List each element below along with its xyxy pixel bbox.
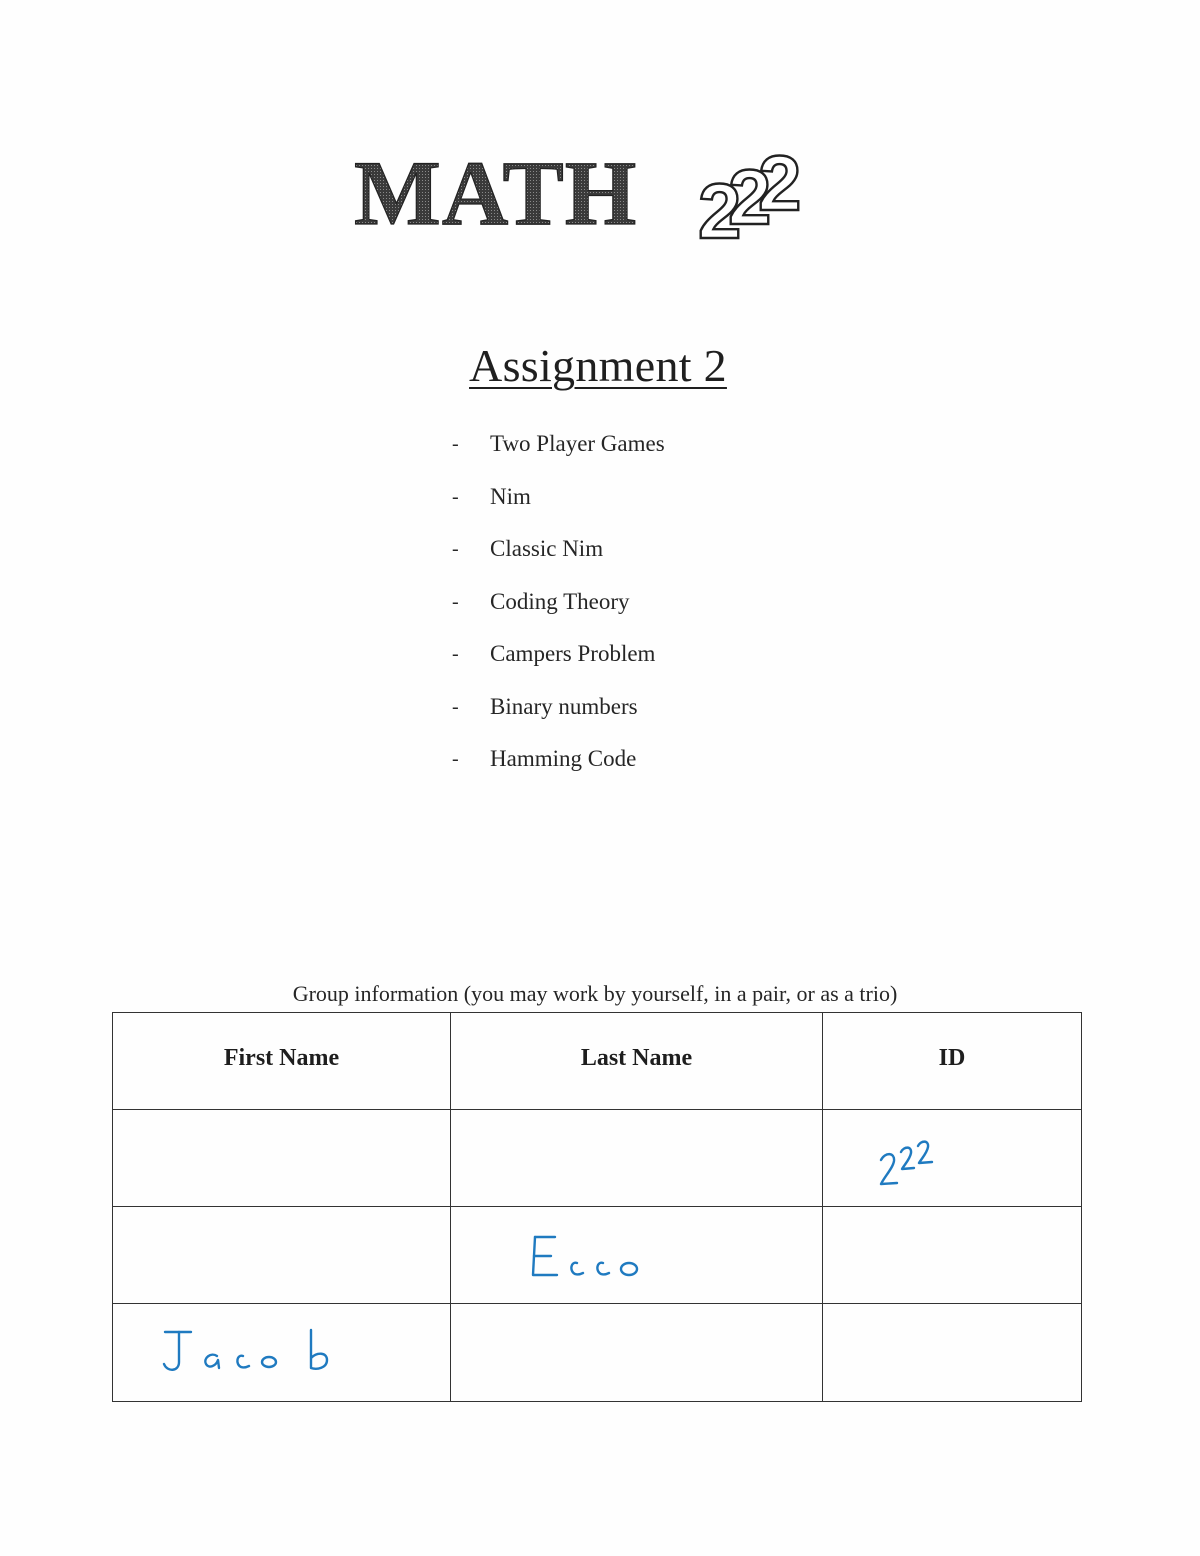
svg-text:2: 2 bbox=[758, 139, 802, 227]
svg-text:2: 2 bbox=[698, 167, 742, 248]
list-item: - Binary numbers bbox=[452, 693, 638, 719]
cell-row3-first-name[interactable] bbox=[113, 1304, 451, 1401]
cell-row2-id[interactable] bbox=[823, 1207, 1081, 1304]
handwritten-first-name-jacob bbox=[161, 1326, 341, 1376]
header-id: ID bbox=[823, 1013, 1081, 1110]
logo-number-222 bbox=[698, 139, 801, 248]
header-first-name: First Name bbox=[113, 1013, 451, 1110]
list-item: - Classic Nim bbox=[452, 536, 604, 562]
cell-row3-last-name[interactable] bbox=[451, 1304, 823, 1401]
list-item: - Two Player Games bbox=[452, 431, 665, 457]
list-item: - Coding Theory bbox=[452, 588, 630, 614]
group-table bbox=[112, 1012, 1082, 1402]
svg-text:Ecco: Ecco bbox=[527, 1231, 529, 1232]
cell-row3-id[interactable] bbox=[823, 1304, 1081, 1401]
group-information-caption: Group information (you may work by yourself, in a pair, or as a trio) bbox=[292, 981, 898, 1006]
handwritten-id-222 bbox=[875, 1134, 945, 1194]
cell-row2-first-name[interactable] bbox=[113, 1207, 451, 1304]
svg-text:2: 2 bbox=[728, 153, 772, 241]
math-222-logo bbox=[350, 138, 840, 248]
list-item: - Campers Problem bbox=[452, 641, 656, 667]
list-item: - Hamming Code bbox=[452, 746, 637, 772]
logo-math-text: MATH bbox=[354, 142, 638, 244]
svg-text:Jacob: Jacob bbox=[161, 1326, 164, 1327]
cell-row1-last-name[interactable] bbox=[451, 1110, 823, 1207]
header-last-name: Last Name bbox=[451, 1013, 823, 1110]
list-item: - Nim bbox=[452, 483, 531, 509]
cell-row1-first-name[interactable] bbox=[113, 1110, 451, 1207]
topic-list bbox=[450, 418, 850, 786]
cell-row1-id[interactable] bbox=[823, 1110, 1081, 1207]
assignment-title: Assignment 2 bbox=[469, 340, 727, 391]
svg-text:222: 222 bbox=[875, 1134, 877, 1135]
cell-row2-last-name[interactable] bbox=[451, 1207, 823, 1304]
handwritten-last-name-ecco bbox=[527, 1231, 657, 1281]
